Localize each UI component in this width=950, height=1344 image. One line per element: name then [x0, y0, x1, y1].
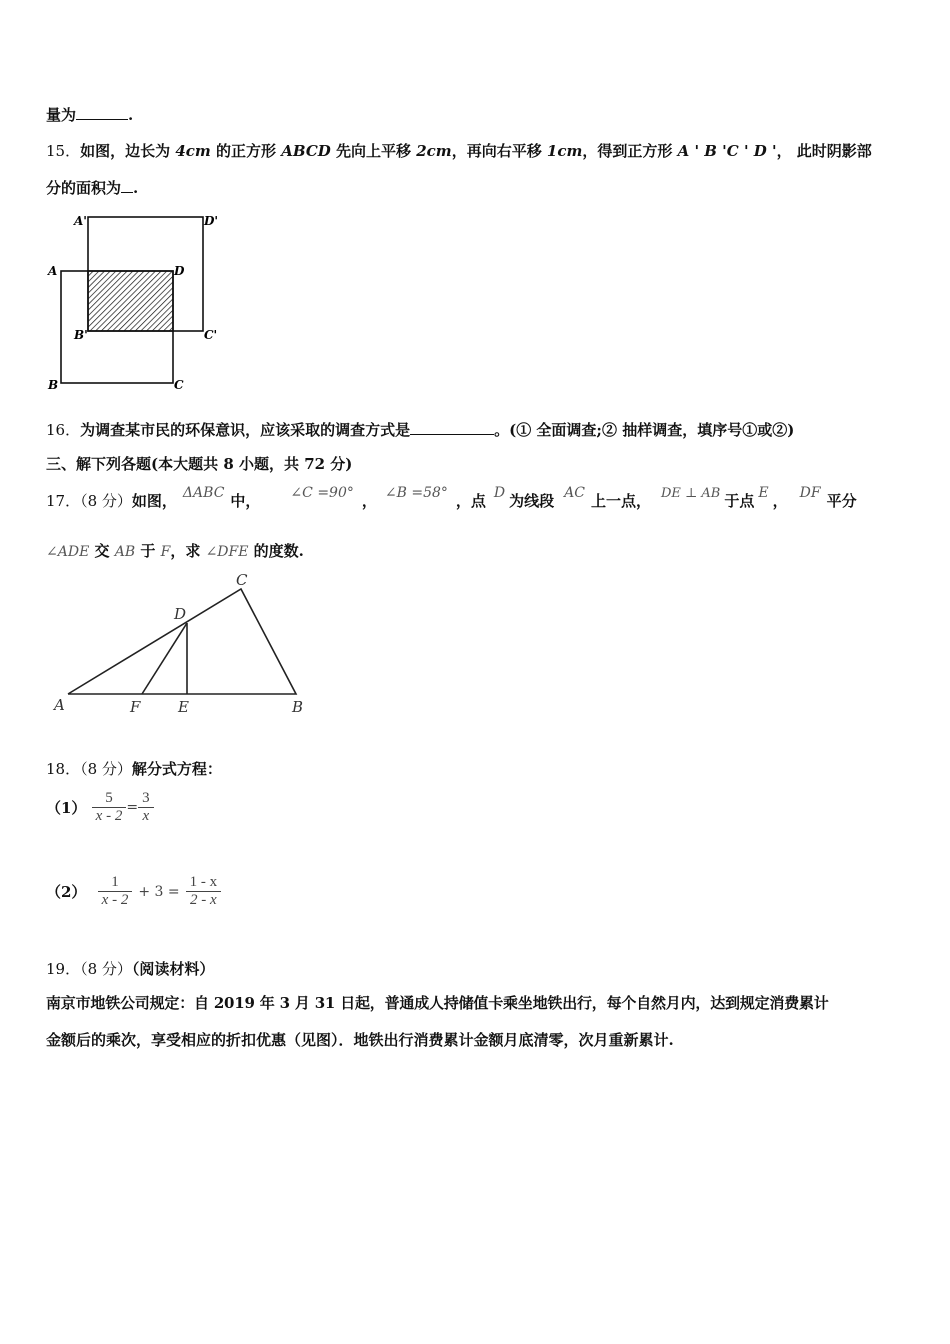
q17-text: 平分	[826, 492, 857, 510]
q15-number: 15．	[46, 142, 81, 160]
q17-score: （8 分）	[80, 492, 132, 510]
q17-text: 如图，	[131, 492, 177, 510]
label-d-prime: D'	[204, 214, 219, 228]
q15-text: 先向上平移	[330, 142, 417, 160]
fraction	[138, 790, 154, 825]
q15-text: ，得到正方形	[582, 142, 678, 160]
q17-math: D	[493, 485, 506, 501]
q19-number: 19．	[46, 960, 81, 978]
answer-blank	[121, 192, 133, 193]
q19-score: （8 分）	[80, 960, 132, 978]
fraction	[92, 790, 127, 825]
equals-sign: =	[126, 799, 139, 816]
q15-value: A ' B 'C ' D '	[677, 142, 777, 160]
q18-number: 18．	[46, 760, 81, 778]
q16-text: 为调查某市民的环保意识，应该采取的调查方式是	[80, 421, 411, 439]
label-c: C	[174, 378, 184, 392]
denominator: 2 - x	[186, 891, 222, 909]
q15-text: ，再向右平移	[451, 142, 547, 160]
q17-line2	[46, 540, 304, 561]
q15-text: ， 此时阴影部	[776, 142, 872, 160]
label-c-prime: C'	[204, 328, 218, 342]
denominator: x - 2	[98, 891, 133, 909]
denominator: x	[138, 807, 154, 825]
q17-text: 于点	[724, 492, 755, 510]
q15-value: 2cm	[416, 142, 452, 160]
label-b-prime: B'	[74, 328, 88, 342]
answer-blank	[410, 434, 494, 435]
q15-text: 的正方形	[210, 142, 282, 160]
numerator: 1	[111, 874, 119, 890]
denominator: x - 2	[92, 807, 127, 825]
q17-text: 于	[135, 542, 161, 560]
numerator: 5	[105, 790, 113, 806]
label-a: A	[54, 696, 65, 714]
triangle-figure	[40, 565, 330, 725]
q19-paragraph-line1: 南京市地铁公司规定：自 2019 年 3 月 31 日起，普通成人持储值卡乘坐地铁出行，每个自然月内，达到规定消费累计	[46, 994, 829, 1012]
fraction	[186, 874, 222, 909]
answer-blank	[76, 119, 128, 120]
label-b: B	[48, 378, 59, 392]
label-c: C	[236, 571, 248, 589]
q17-text: ，点	[455, 492, 486, 510]
q19-title	[46, 958, 214, 979]
q15-value: 4cm	[175, 142, 211, 160]
q18-part1	[46, 790, 154, 825]
numerator: 3	[142, 790, 150, 806]
q15-line1	[46, 140, 872, 161]
q17-math: F	[160, 544, 171, 560]
q17-math: DF	[799, 485, 821, 501]
q16-number: 16．	[46, 421, 81, 439]
q18-text: 解分式方程：	[131, 760, 222, 778]
q17-math: DE ⊥ AB	[661, 486, 721, 501]
q17-math: ΔABC	[182, 485, 225, 501]
q17-math: ∠B =58°	[384, 485, 448, 501]
segment-df	[142, 623, 187, 694]
q15-value: ABCD	[281, 142, 331, 160]
q17-text: 交	[89, 542, 115, 560]
q18-part2	[46, 874, 221, 909]
q16	[46, 419, 794, 440]
q15-text: 分的面积为	[46, 179, 122, 197]
q17-math: ∠DFE	[205, 544, 249, 560]
q17-number: 17．	[46, 492, 81, 510]
q17-math: E	[758, 485, 769, 501]
section-title: 三、解下列各题(本大题共 8 小题，共 72 分)	[46, 455, 353, 473]
q17-text: 为线段	[509, 492, 555, 510]
q19-paragraph-line2: 金额后的乘次，享受相应的折扣优惠（见图）．地铁出行消费累计金额月底清零，次月重新累计.	[46, 1031, 674, 1049]
q16-tail: 。(① 全面调查;② 抽样调查，填序号①或②)	[494, 421, 795, 439]
label-e: E	[178, 698, 189, 716]
q15-value: 1cm	[546, 142, 583, 160]
numerator: 1 - x	[189, 874, 218, 890]
q17-text: ，求	[170, 542, 206, 560]
q14-end: .	[128, 106, 134, 124]
q17-math: ∠C =90°	[290, 485, 354, 501]
label-a: A	[48, 264, 58, 278]
q14-text: 量为	[46, 106, 77, 124]
label-d: D	[174, 264, 185, 278]
label-d: D	[174, 605, 187, 623]
q17-text: 的度数.	[248, 542, 304, 560]
label-f: F	[130, 698, 141, 716]
q14-tail	[46, 104, 133, 125]
q17-text: 中，	[230, 492, 261, 510]
square-translation-figure	[40, 205, 240, 400]
q17-text: ，	[361, 492, 377, 510]
q17-line1	[46, 485, 857, 511]
shaded-region	[88, 271, 173, 331]
q17-math: ∠ADE	[46, 544, 90, 560]
q15-line2	[46, 177, 138, 198]
label-a-prime: A'	[74, 214, 87, 228]
q18-title	[46, 758, 222, 779]
q15-text: .	[133, 179, 139, 197]
q19-text: （阅读材料）	[131, 960, 215, 978]
part-label: （2）	[46, 883, 87, 901]
q17-math: AB	[114, 544, 136, 560]
q17-math: AC	[564, 485, 585, 501]
q18-score: （8 分）	[80, 760, 132, 778]
q17-text: ，	[772, 492, 788, 510]
fraction	[98, 874, 133, 909]
q15-text: 如图，边长为	[80, 142, 176, 160]
q17-text: 上一点，	[590, 492, 651, 510]
part-label: （1）	[46, 799, 87, 817]
plus-three-equals: + 3 =	[138, 883, 180, 900]
label-b: B	[292, 698, 304, 716]
